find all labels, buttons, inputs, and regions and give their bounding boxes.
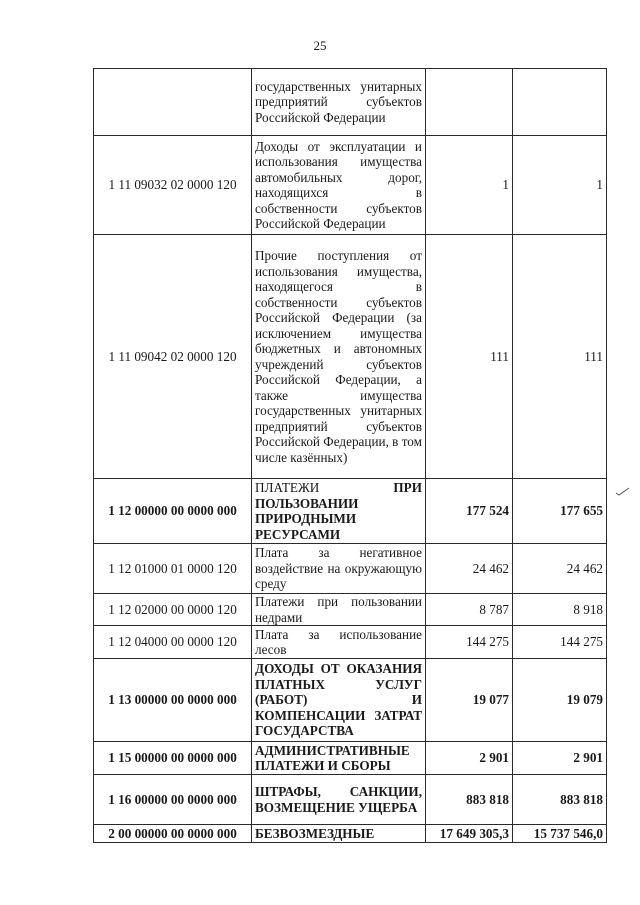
row-code: 1 11 09032 02 0000 120 — [94, 136, 252, 235]
row-value-1: 8 787 — [426, 594, 513, 626]
row-code — [94, 69, 252, 136]
row-code: 1 15 00000 00 0000 000 — [94, 742, 252, 775]
row-name: АДМИНИСТРАТИВНЫЕ ПЛАТЕЖИ И СБОРЫ — [252, 742, 426, 775]
table-row — [94, 775, 607, 825]
row-value-2: 15 737 546,0 — [513, 825, 607, 843]
table-row — [94, 659, 607, 742]
row-name-prefix: ПЛАТЕЖИ — [255, 480, 320, 495]
row-code: 1 16 00000 00 0000 000 — [94, 775, 252, 825]
row-value-1: 19 077 — [426, 659, 513, 742]
row-value-2: 24 462 — [513, 544, 607, 594]
row-value-2: 111 — [513, 235, 607, 479]
row-value-1: 17 649 305,3 — [426, 825, 513, 843]
table-row — [94, 825, 607, 843]
row-name: ШТРАФЫ, САНКЦИИ, ВОЗМЕЩЕНИЕ УЩЕРБА — [252, 775, 426, 825]
revenue-table — [93, 68, 607, 843]
table-row — [94, 69, 607, 136]
table-row — [94, 544, 607, 594]
row-value-2 — [513, 69, 607, 136]
table-row — [94, 626, 607, 659]
row-value-2: 19 079 — [513, 659, 607, 742]
row-value-1: 883 818 — [426, 775, 513, 825]
row-value-2: 177 655 — [513, 479, 607, 544]
pen-check-mark — [615, 486, 631, 498]
row-value-1: 144 275 — [426, 626, 513, 659]
row-code: 1 13 00000 00 0000 000 — [94, 659, 252, 742]
row-value-2: 144 275 — [513, 626, 607, 659]
table-row — [94, 742, 607, 775]
table-row — [94, 136, 607, 235]
row-name: ДОХОДЫ ОТ ОКАЗАНИЯ ПЛАТНЫХ УСЛУГ (РАБОТ) И КОМПЕНСАЦИИ ЗАТРАТ ГОСУДАРСТВА — [252, 659, 426, 742]
row-value-1: 2 901 — [426, 742, 513, 775]
row-code: 1 12 02000 00 0000 120 — [94, 594, 252, 626]
row-name — [252, 479, 426, 544]
row-code: 1 12 01000 01 0000 120 — [94, 544, 252, 594]
table-row — [94, 235, 607, 479]
row-value-1 — [426, 69, 513, 136]
row-code: 1 12 00000 00 0000 000 — [94, 479, 252, 544]
row-name: Плата за негативное воздействие на окружающую среду — [252, 544, 426, 594]
row-value-1: 177 524 — [426, 479, 513, 544]
row-value-1: 1 — [426, 136, 513, 235]
row-name: Доходы от эксплуатации и использования имущества автомобильных дорог, находящихся в собственности субъектов Российской Федерации — [252, 136, 426, 235]
row-value-1: 111 — [426, 235, 513, 479]
row-name: государственных унитарных предприятий субъектов Российской Федерации — [252, 69, 426, 136]
row-name: Прочие поступления от использования имущества, находящегося в собственности субъектов Российской Федерации (за исключением имущества бюджетных и автономных учреждений субъектов Российской Федерации, а также имущества государственных унитарных предприятий субъектов Российской Федерации, в том числе казённых) — [252, 235, 426, 479]
row-code: 1 11 09042 02 0000 120 — [94, 235, 252, 479]
row-name: БЕЗВОЗМЕЗДНЫЕ — [252, 825, 426, 843]
page-number: 25 — [313, 38, 327, 53]
row-name: Плата за использование лесов — [252, 626, 426, 659]
row-code: 2 00 00000 00 0000 000 — [94, 825, 252, 843]
row-name-rest: ПРИ ПОЛЬЗОВАНИИ ПРИРОДНЫМИ РЕСУРСАМИ — [255, 480, 422, 542]
row-name: Платежи при пользовании недрами — [252, 594, 426, 626]
row-value-2: 1 — [513, 136, 607, 235]
row-value-1: 24 462 — [426, 544, 513, 594]
row-code: 1 12 04000 00 0000 120 — [94, 626, 252, 659]
row-value-2: 883 818 — [513, 775, 607, 825]
table-row — [94, 479, 607, 544]
row-value-2: 2 901 — [513, 742, 607, 775]
table-row — [94, 594, 607, 626]
row-value-2: 8 918 — [513, 594, 607, 626]
